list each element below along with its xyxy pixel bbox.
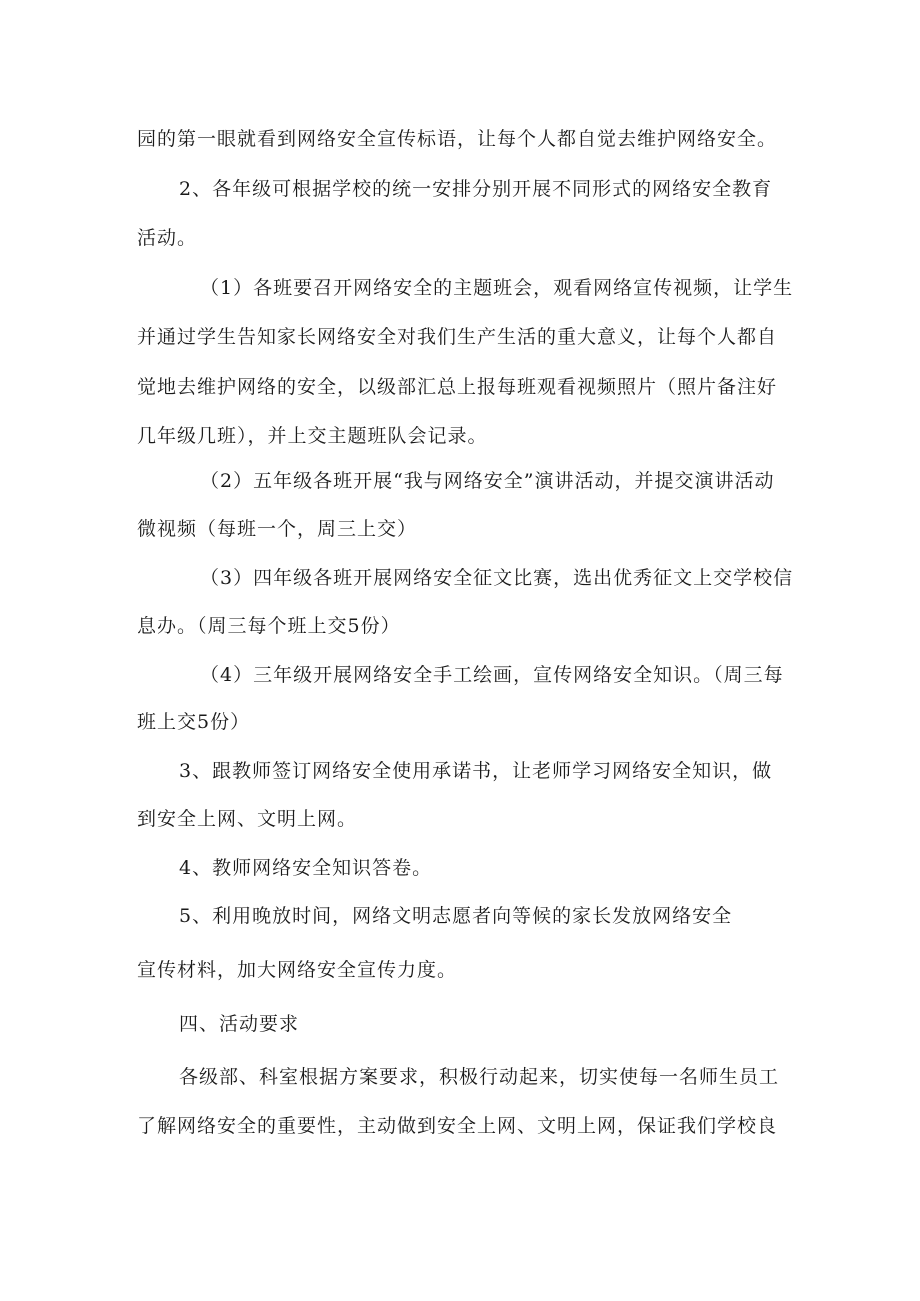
text-line: （1）各班要召开网络安全的主题班会，观看网络宣传视频，让学生 <box>200 277 794 299</box>
text-line: 几年级几班），并上交主题班队会记录。 <box>137 425 488 447</box>
text-line: 4、教师网络安全知识答卷。 <box>179 857 433 879</box>
text-line: 各级部、科室根据方案要求，积极行动起来，切实使每一名师生员工 <box>179 1066 780 1088</box>
text-line: 并通过学生告知家长网络安全对我们生产生活的重大意义，让每个人都自 <box>137 326 778 348</box>
section-heading: 四、活动要求 <box>179 1013 300 1035</box>
text-line: 觉地去维护网络的安全，以级部汇总上报每班观看视频照片（照片备注好 <box>137 376 778 398</box>
text-line: 园的第一眼就看到网络安全宣传标语，让每个人都自觉去维护网络安全。 <box>137 128 778 150</box>
text-line: 班上交5份） <box>137 711 251 733</box>
text-line: 到安全上网、文明上网。 <box>137 808 358 830</box>
text-line: 宣传材料，加大网络安全宣传力度。 <box>137 959 458 981</box>
text-line: 2、各年级可根据学校的统一安排分别开展不同形式的网络安全教育 <box>179 178 773 200</box>
text-line: 5、利用晚放时间，网络文明志愿者向等候的家长发放网络安全 <box>179 905 733 927</box>
text-line: 活动。 <box>137 227 198 249</box>
text-line: （4）三年级开展网络安全手工绘画，宣传网络安全知识。（周三每 <box>200 664 784 686</box>
text-line: 息办。（周三每个班上交5份） <box>137 615 401 637</box>
text-line: （3）四年级各班开展网络安全征文比赛，选出优秀征文上交学校信 <box>200 567 794 589</box>
text-line: 了解网络安全的重要性，主动做到安全上网、文明上网，保证我们学校良 <box>137 1115 778 1137</box>
text-line: （2）五年级各班开展“我与网络安全”演讲活动，并提交演讲活动 <box>200 470 775 492</box>
text-line: 3、跟教师签订网络安全使用承诺书，让老师学习网络安全知识，做 <box>179 760 773 782</box>
text-line: 微视频（每班一个，周三上交） <box>137 518 418 540</box>
